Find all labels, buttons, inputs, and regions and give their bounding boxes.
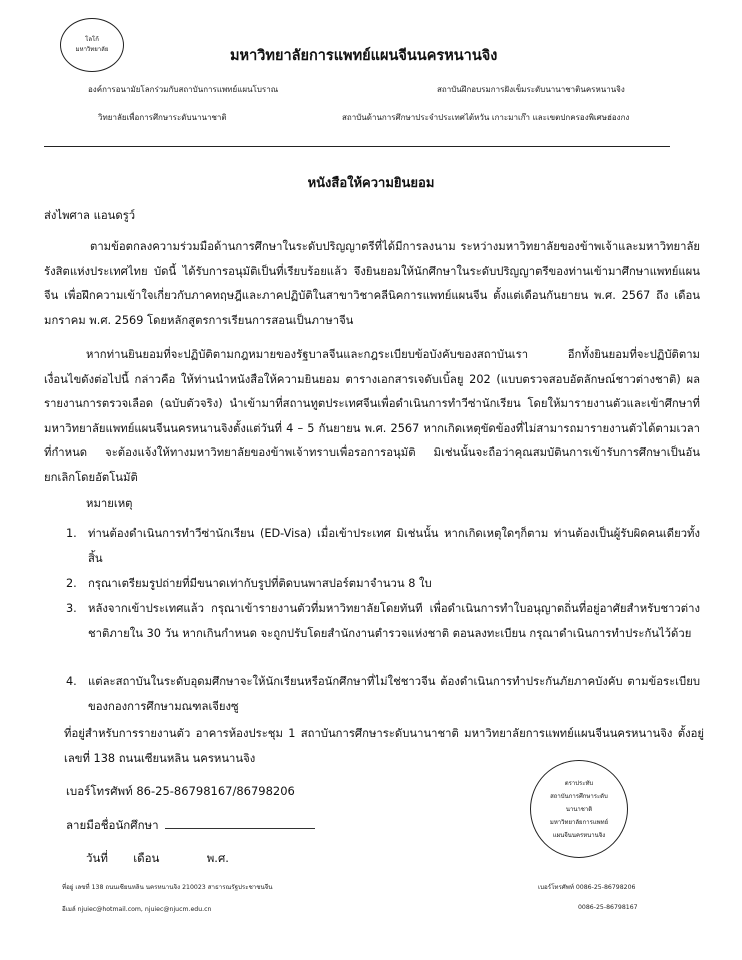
note-text: หลังจากเข้าประเทศแล้ว กรุณาเข้ารายงานตัวที่มหาวิทยาลัยโดยทันที เพื่อดำเนินการทำใบอนุญาตถิ่นที่อยู่อาศัยสำหรับชาวต่างชาติภายใน 30 วัน หากเกินกำหนด จะถูกปรับโดยสำนักงานตำรวจแห่งชาติ ตอนลงทะเบียน กรุณาดำเนินการทำประกันไว้ด้วย xyxy=(88,602,700,640)
body-paragraph-2-text: หากท่านยินยอมที่จะปฏิบัติตามกฎหมายของรัฐบาลจีนและกฎระเบียบข้อบังคับของสถาบันเรา อีกทั้งยินยอมที่จะปฏิบัติตามเงื่อนไขดังต่อไปนี้ กล่าวคือ ให้ท่านนำหนังสือให้ความยินยอม ตารางเอกสารเจดับเบิ้ลยู 202 (แบบตรวจสอบอัตลักษณ์ชาวต่างชาติ) ผลรายงานการตรวจเลือด (ฉบับตัวจริง) นำเข้ามาที่สถานทูตประเทศจีนเพื่อดำเนินการทำวีซ่านักเรียน โดยให้มารายงานตัวและเข้าศึกษาที่มหาวิทยาลัยแพทย์แผนจีนนครหนานจิงตั้งแต่วันที่ 4 – 5 กันยายน พ.ศ. 2567 หากเกิดเหตุขัดข้องที่ไม่สามารถมารายงานตัวได้ตามเวลาที่กำหนด จะต้องแจ้งให้ทางมหาวิทยาลัยของข้าพเจ้าทราบเพื่อรอการอนุมัติ มิเช่นนั้นจะถือว่าคุณสมบัตินการเข้ารับการศึกษาเป็นอันยกเลิกโดยอัตโนมัติ xyxy=(44,348,700,484)
reporting-address: ที่อยู่สำหรับการรายงานตัว อาคารห้องประชุม 1 สถาบันการศึกษาระดับนานาชาติ มหาวิทยาลัยการแพทย์แผนจีนนครหนานจิง ตั้งอยู่เลขที่ 138 ถนนเซียนหลิน นครหนานจิง xyxy=(64,727,704,765)
student-signature-row xyxy=(66,817,315,835)
note-text: กรุณาเตรียมรูปถ่ายที่มีขนาดเท่ากับรูปที่ติดบนพาสปอร์ตมาจำนวน 8 ใบ xyxy=(88,577,432,590)
header-divider xyxy=(44,146,670,147)
note-text: แต่ละสถาบันในระดับอุดมศึกษาจะให้นักเรียนหรือนักศึกษาที่ไม่ใช่ชาวจีน ต้องดำเนินการทำประกันภัยภาคบังคับ ตามข้อระเบียบของกองการศึกษามณฑลเจียงซู xyxy=(88,675,700,713)
date-month-label: เดือน xyxy=(133,851,160,865)
footer-fax: 0086-25-86798167 xyxy=(578,904,638,911)
recipient-line: ส่งไพศาล แอนดรูว์ xyxy=(44,209,136,222)
note-item xyxy=(66,670,700,719)
document-title: หนังสือให้ความยินยอม xyxy=(307,176,435,191)
note-item xyxy=(66,597,700,646)
institution-stamp-placeholder xyxy=(530,760,628,858)
university-title: มหาวิทยาลัยการแพทย์แผนจีนนครหนานจิง xyxy=(230,48,498,64)
stamp-line1: ตราประทับ xyxy=(564,779,594,787)
stamp-line2: สถาบันการศึกษาระดับ xyxy=(550,792,608,800)
header-org-left-2: วิทยาลัยเพื่อการศึกษาระดับนานาชาติ xyxy=(98,113,227,122)
signature-label: ลายมือชื่อนักศึกษา xyxy=(66,818,159,832)
note-number: 2. xyxy=(66,577,77,590)
date-year-label: พ.ศ. xyxy=(206,851,229,865)
date-day-label: วันที่ xyxy=(86,851,108,865)
note-number: 1. xyxy=(66,527,77,540)
body-paragraph-1 xyxy=(44,235,700,333)
contact-phone: เบอร์โทรศัพท์ 86-25-86798167/86798206 xyxy=(66,784,295,798)
body-paragraph-1-text: ตามข้อตกลงความร่วมมือด้านการศึกษาในระดับปริญญาตรีที่ได้มีการลงนาม ระหว่างมหาวิทยาลัยของข้าพเจ้าและมหาวิทยาลัยรังสิตแห่งประเทศไทย บัดนี้ ได้รับการอนุมัติเป็นที่เรียบร้อยแล้ว จึงยินยอมให้นักศึกษาในระดับปริญญาตรีของท่านเข้ามาศึกษาแพทย์แผนจีน เพื่อฝึกความเข้าใจเกี่ยวกับภาคทฤษฎีและภาคปฏิบัติในสาขาวิชาคลีนิคการแพทย์แผนจีน ตั้งแต่เดือนกันยายน พ.ศ. 2567 ถึง เดือน มกราคม พ.ศ. 2569 โดยหลักสูตรการเรียนการสอนเป็นภาษาจีน xyxy=(44,240,700,327)
signature-line xyxy=(165,818,315,829)
footer-phone: เบอร์โทรศัพท์ 0086-25-86798206 xyxy=(538,884,636,891)
date-row xyxy=(86,850,229,868)
logo-text-line1: โลโก้ xyxy=(85,36,99,43)
stamp-line3: นานาชาติ xyxy=(565,805,593,813)
logo-text-line2: มหาวิทยาลัย xyxy=(75,46,109,53)
body-paragraph-2 xyxy=(44,343,700,490)
note-item xyxy=(66,522,700,571)
note-number: 3. xyxy=(66,602,77,615)
notes-heading: หมายเหตุ xyxy=(86,497,133,510)
stamp-line5: แผนจีนนครหนานจิง xyxy=(552,831,606,839)
note-number: 4. xyxy=(66,675,77,688)
footer-email: อีเมล์ njuiec@hotmail.com, njuiec@njucm.edu.cn xyxy=(62,906,212,913)
footer-address: ที่อยู่ เลขที่ 138 ถนนเซียนหลิน นครหนานจิง 210023 สาธารณรัฐประชาชนจีน xyxy=(62,884,273,891)
note-text: ท่านต้องดำเนินการทำวีซ่านักเรียน (ED-Visa) เมื่อเข้าประเทศ มิเช่นนั้น หากเกิดเหตุใดๆก็ตาม ท่านต้องเป็นผู้รับผิดคนเดียวทั้งสิ้น xyxy=(88,527,700,565)
header-org-left-1: องค์การอนามัยโลกร่วมกับสถาบันการแพทย์แผนโบราณ xyxy=(88,85,279,94)
header-org-right-2: สถาบันด้านการศึกษาประจำประเทศไต้หวัน เกาะมาเก๊า และเขตปกครองพิเศษฮ่องกง xyxy=(342,113,630,122)
note-item xyxy=(66,572,700,597)
header-org-right-1: สถาบันฝึกอบรมการฝังเข็มระดับนานาชาตินครหนานจิง xyxy=(437,85,625,94)
university-logo-placeholder xyxy=(60,18,124,72)
stamp-line4: มหาวิทยาลัยการแพทย์ xyxy=(549,818,609,826)
